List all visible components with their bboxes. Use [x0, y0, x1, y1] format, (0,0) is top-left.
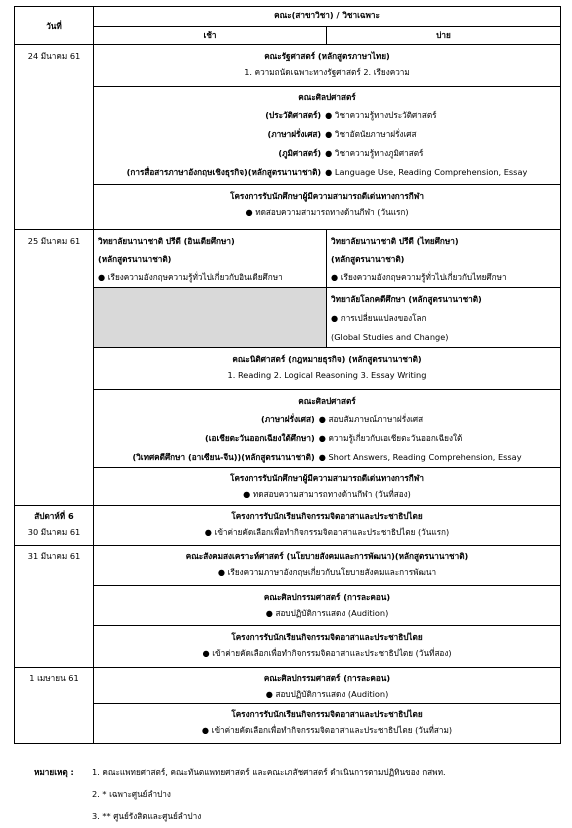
- subject-item: ● ความรู้เกี่ยวกับเอเชียตะวันออกเฉียงใต้: [318, 433, 463, 443]
- program-name: (ภาษาฝรั่งเศส): [267, 129, 322, 139]
- faculty-title: คณะศิลปกรรมศาสตร์ (การละคอน): [263, 673, 391, 683]
- subject-list: 1. Reading 2. Logical Reasoning 3. Essay Writing: [227, 370, 427, 380]
- note-item: 3. ** ศูนย์รังสิตและศูนย์ลำปาง: [92, 811, 202, 821]
- faculty-column-header: คณะ(สาขาวิชา) / วิชาเฉพาะ: [94, 7, 561, 27]
- date-cell: 24 มีนาคม 61: [15, 45, 94, 230]
- project-title: โครงการรับนักเรียนกิจกรรมจิตอาสาและประชาธิปไตย: [231, 709, 423, 719]
- date-cell: 1 เมษายน 61: [15, 668, 94, 744]
- subject-item: ● วิชาความรู้ทางภูมิศาสตร์: [325, 148, 424, 158]
- schedule-entry: [94, 45, 561, 87]
- schedule-entry: [94, 668, 561, 704]
- afternoon-entry: [327, 230, 561, 288]
- project-item: ● เข้าค่ายคัดเลือกเพื่อทำกิจกรรมจิตอาสาและประชาธิปไตย (วันที่สอง): [202, 648, 452, 658]
- project-title: โครงการรับนักศึกษาผู้มีความสามารถดีเด่นทางการกีฬา: [230, 191, 424, 201]
- subject-item: ● สอบสัมภาษณ์ภาษาฝรั่งเศส: [318, 414, 424, 424]
- week-label: สัปดาห์ที่ 6: [34, 511, 74, 521]
- afternoon-entry: [327, 288, 561, 348]
- program-name: (เอเชียตะวันออกเฉียงใต้ศึกษา): [205, 433, 315, 443]
- subject-item: ● สอบปฏิบัติการแสดง (Audition): [265, 689, 389, 699]
- program-note: (หลักสูตรนานาชาติ): [331, 254, 405, 264]
- schedule-table: [14, 6, 561, 744]
- project-title: โครงการรับนักศึกษาผู้มีความสามารถดีเด่นทางการกีฬา: [230, 473, 424, 483]
- faculty-title: คณะศิลปกรรมศาสตร์ (การละคอน): [263, 592, 391, 602]
- schedule-entry: [94, 506, 561, 546]
- schedule-entry: [94, 87, 561, 185]
- subject-item: ● เรียงความอังกฤษความรู้ทั่วไปเกี่ยวกับไทยศึกษา: [331, 272, 507, 282]
- afternoon-header: บ่าย: [327, 27, 561, 45]
- subject-item: ● Short Answers, Reading Comprehension, Essay: [318, 452, 522, 462]
- subject-item: ● วิชาความรู้ทางประวัติศาสตร์: [325, 110, 437, 120]
- empty-morning-slot: [94, 288, 327, 348]
- date-cell: 31 มีนาคม 61: [15, 546, 94, 668]
- schedule-entry: [94, 626, 561, 668]
- program-list: [94, 106, 560, 182]
- note-item: 2. * เฉพาะศูนย์ลำปาง: [92, 789, 171, 799]
- subject-item: ● เรียงความอังกฤษความรู้ทั่วไปเกี่ยวกับอินเดียศึกษา: [98, 272, 283, 282]
- subject-item: ● Language Use, Reading Comprehension, Essay: [325, 167, 528, 177]
- program-name: (ประวัติศาสตร์): [265, 110, 322, 120]
- schedule-entry: [94, 348, 561, 390]
- schedule-entry: [94, 185, 561, 230]
- subject-item: ● สอบปฏิบัติการแสดง (Audition): [265, 608, 389, 618]
- faculty-title: คณะศิลปศาสตร์: [298, 92, 356, 102]
- notes-label: หมายเหตุ :: [34, 767, 74, 777]
- subject-list: 1. ความถนัดเฉพาะทางรัฐศาสตร์ 2. เรียงความ: [244, 67, 410, 77]
- subject-item: ● เรียงความภาษาอังกฤษเกี่ยวกับนโยบายสังคมและการพัฒนา: [217, 567, 437, 577]
- program-name: (วิเทศคดีศึกษา (อาเซียน-จีน))(หลักสูตรนานาชาติ): [132, 452, 315, 462]
- program-name: (ภาษาฝรั่งเศส): [261, 414, 315, 424]
- program-name: (การสื่อสารภาษาอังกฤษเชิงธุรกิจ)(หลักสูตรนานาชาติ): [126, 167, 322, 177]
- schedule-entry: [94, 546, 561, 586]
- date-cell: 25 มีนาคม 61: [15, 230, 94, 506]
- project-item: ● เข้าค่ายคัดเลือกเพื่อทำกิจกรรมจิตอาสาและประชาธิปไตย (วันแรก): [204, 527, 450, 537]
- faculty-title: วิทยาลัยโลกคดีศึกษา (หลักสูตรนานาชาติ): [331, 294, 482, 304]
- project-item: ● เข้าค่ายคัดเลือกเพื่อทำกิจกรรมจิตอาสาและประชาธิปไตย (วันที่สาม): [201, 725, 453, 735]
- schedule-entry: [94, 468, 561, 506]
- project-title: โครงการรับนักเรียนกิจกรรมจิตอาสาและประชาธิปไตย: [231, 511, 423, 521]
- date-cell: [15, 506, 94, 546]
- program-name: (ภูมิศาสตร์): [278, 148, 322, 158]
- faculty-title: คณะสังคมสงเคราะห์ศาสตร์ (นโยบายสังคมและการพัฒนา)(หลักสูตรนานาชาติ): [185, 551, 469, 561]
- schedule-entry: [94, 390, 561, 468]
- project-title: โครงการรับนักเรียนกิจกรรมจิตอาสาและประชาธิปไตย: [231, 632, 423, 642]
- date-label: 30 มีนาคม 61: [27, 527, 81, 537]
- faculty-title: คณะรัฐศาสตร์ (หลักสูตรภาษาไทย): [264, 51, 390, 61]
- faculty-title: คณะนิติศาสตร์ (กฎหมายธุรกิจ) (หลักสูตรนานาชาติ): [232, 354, 422, 364]
- project-item: ● ทดสอบความสามารถทางด้านกีฬา (วันแรก): [245, 207, 409, 217]
- morning-header: เช้า: [94, 27, 327, 45]
- faculty-title: วิทยาลัยนานาชาติ ปรีดี (ไทยศึกษา): [331, 236, 459, 246]
- subject-item: (Global Studies and Change): [331, 332, 449, 342]
- faculty-title: วิทยาลัยนานาชาติ ปรีดี (อินเดียศึกษา): [98, 236, 235, 246]
- exam-schedule: [14, 6, 560, 744]
- faculty-title: คณะศิลปศาสตร์: [298, 396, 356, 406]
- subject-item: ● วิชาอัตนัยภาษาฝรั่งเศส: [325, 129, 417, 139]
- date-column-header: วันที่: [15, 7, 94, 45]
- program-list: [94, 410, 560, 467]
- note-item: 1. คณะแพทยศาสตร์, คณะทันตแพทยศาสตร์ และคณะเภสัชศาสตร์ ดำเนินการตามปฏิทินของ กสพท.: [92, 767, 446, 777]
- program-note: (หลักสูตรนานาชาติ): [98, 254, 172, 264]
- schedule-entry: [94, 704, 561, 744]
- morning-entry: [94, 230, 327, 288]
- subject-item: ● การเปลี่ยนแปลงของโลก: [331, 313, 427, 323]
- schedule-entry: [94, 586, 561, 626]
- project-item: ● ทดสอบความสามารถทางด้านกีฬา (วันที่สอง): [243, 489, 411, 499]
